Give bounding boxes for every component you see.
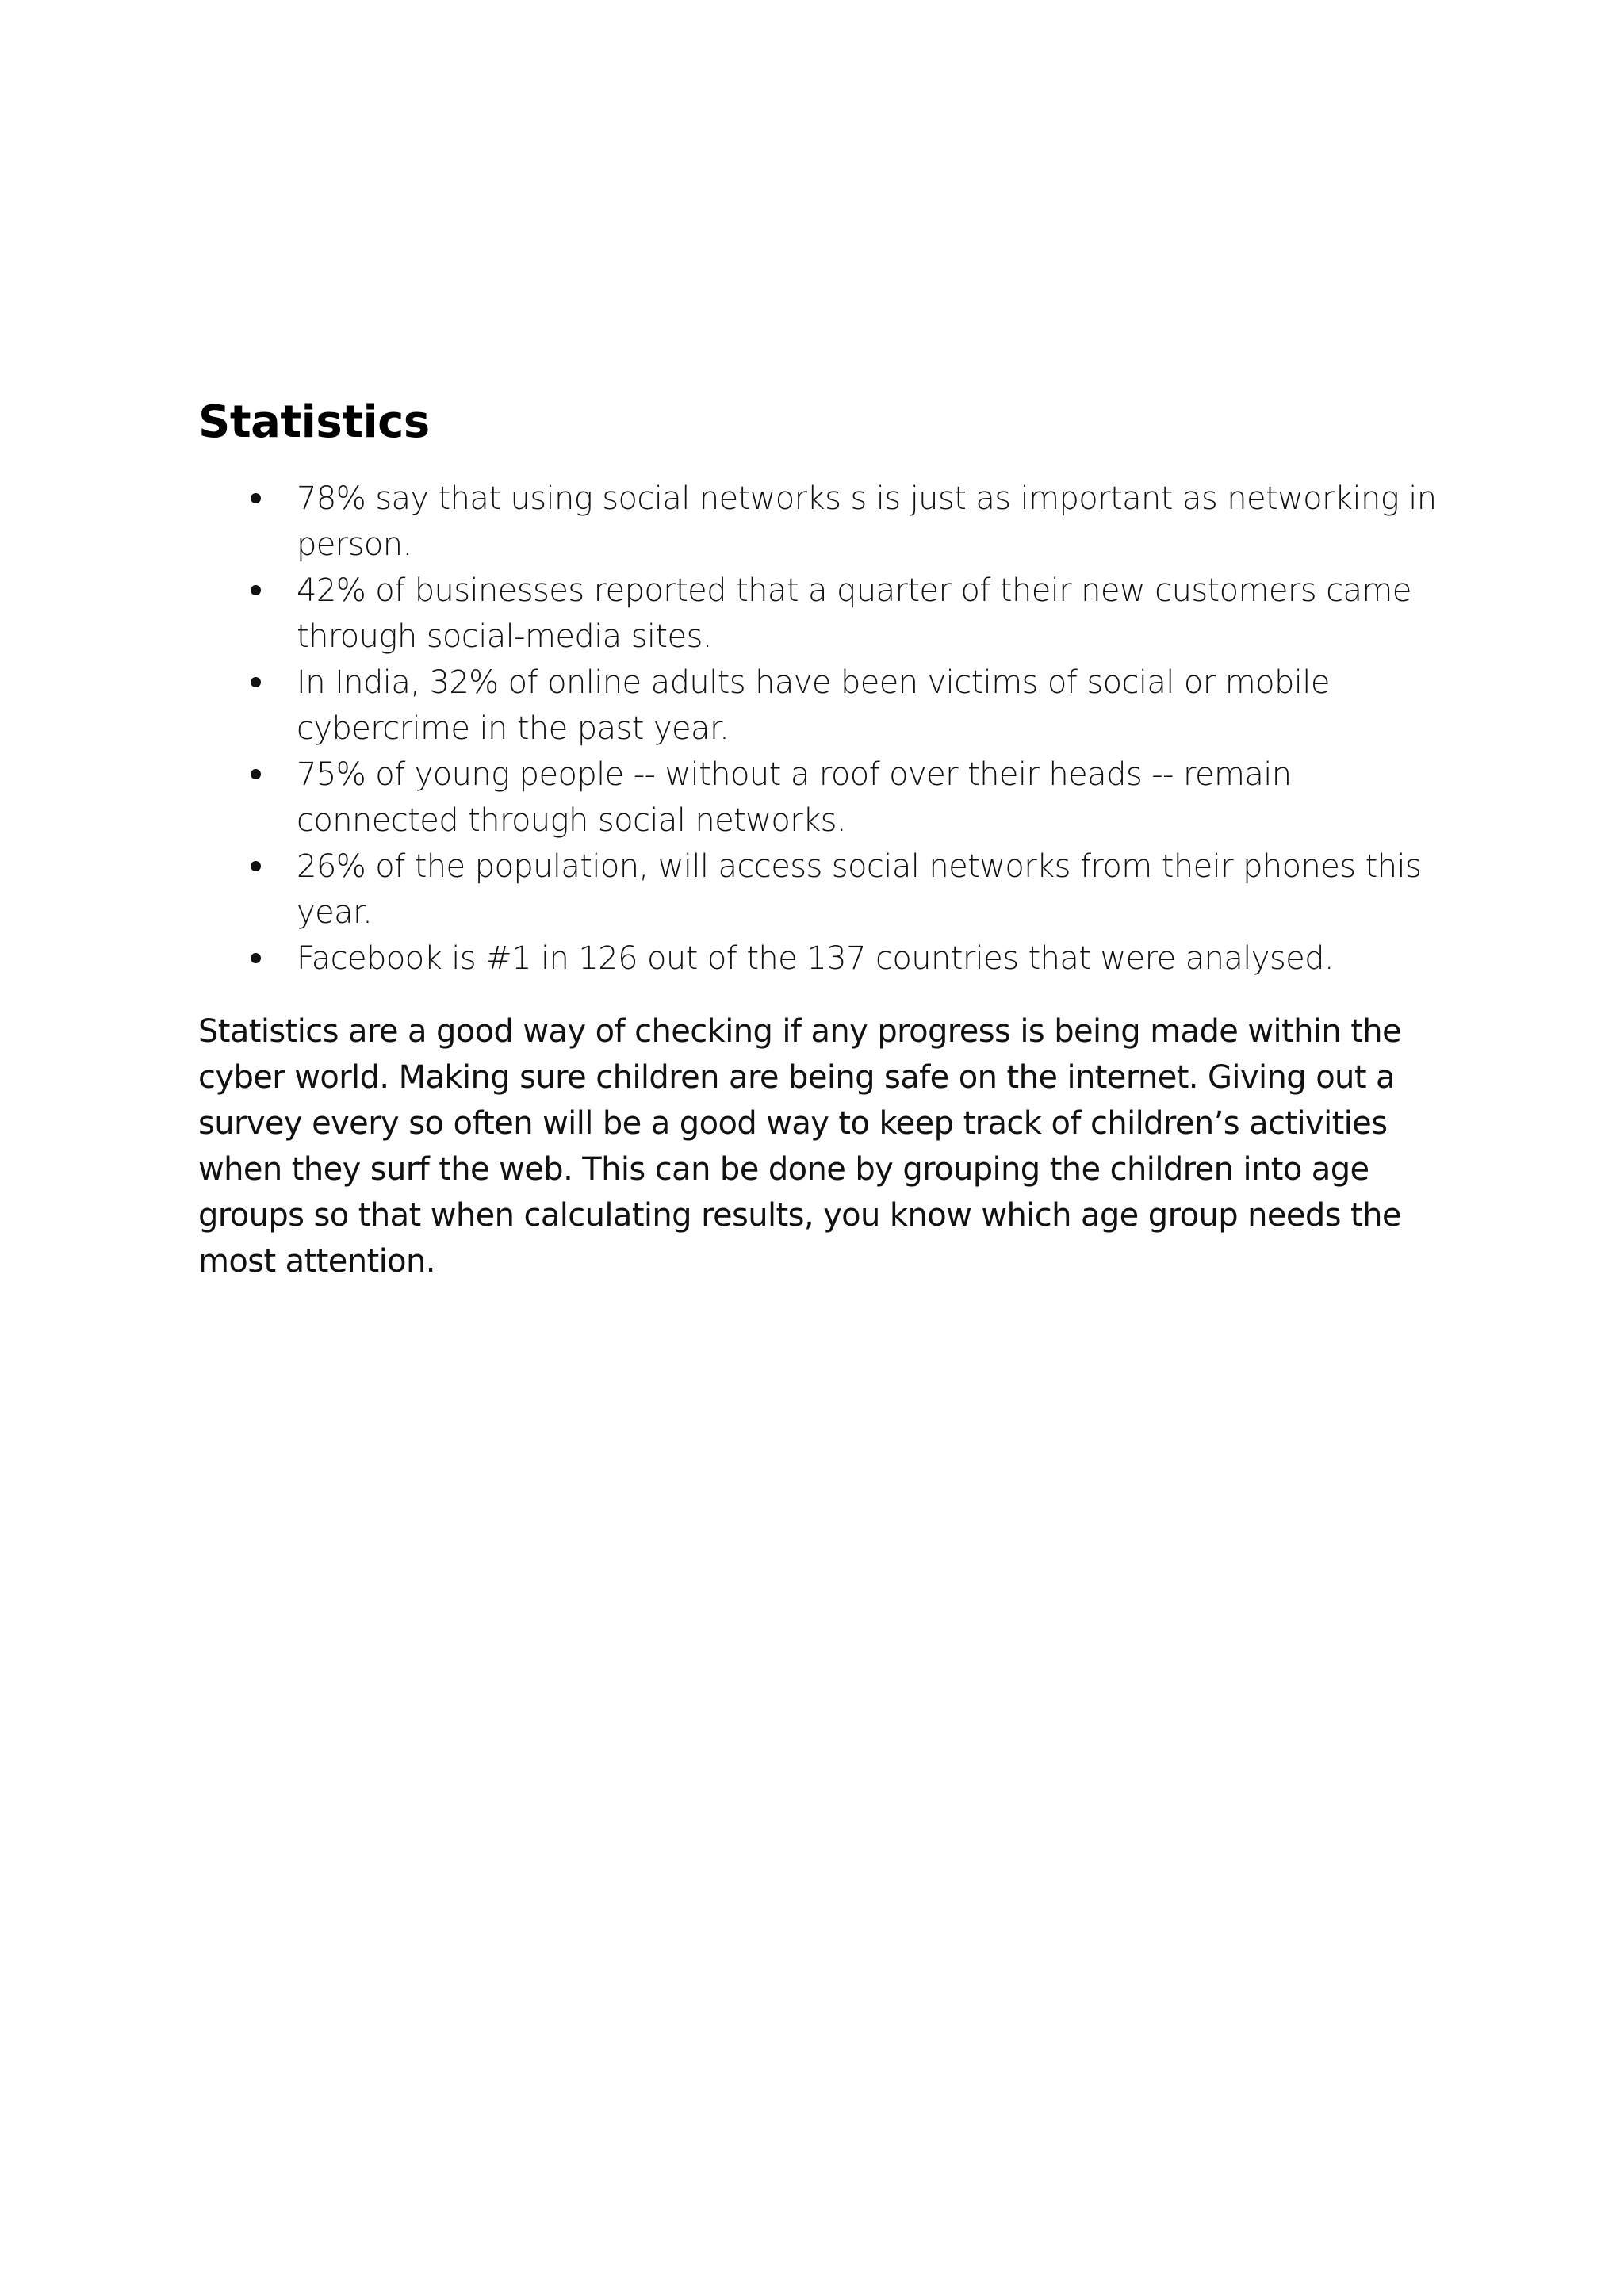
list-item xyxy=(198,936,1451,982)
body-paragraph: Statistics are a good way of checking if any progress is being made within the cyber world. Making sure children are being safe on the internet. Giving out a survey every so often will be a good way to keep track of children’s activities when they surf the web. This can be done by grouping the children into age groups so that when calculating results, you know which age group needs the most attention. xyxy=(198,1013,1402,1280)
bullet-icon xyxy=(251,585,261,595)
list-item xyxy=(198,844,1451,936)
list-item-text: 42% of businesses reported that a quarter of their new customers came through social-media sites. xyxy=(297,572,1411,655)
bullet-icon xyxy=(251,493,261,503)
list-item xyxy=(198,660,1451,752)
list-item-text: 75% of young people -- without a roof over their heads -- remain connected through social networks. xyxy=(297,756,1292,839)
bullet-icon xyxy=(251,677,261,687)
document-content xyxy=(198,387,1451,1284)
list-item xyxy=(198,752,1451,844)
bullet-icon xyxy=(251,769,261,779)
list-item xyxy=(198,476,1451,568)
bullet-icon xyxy=(251,953,261,963)
list-item xyxy=(198,568,1451,660)
bullet-icon xyxy=(251,861,261,871)
list-item-text: In India, 32% of online adults have been victims of social or mobile cybercrime in the past year. xyxy=(297,664,1330,747)
list-item-text: 26% of the population, will access social networks from their phones this year. xyxy=(297,848,1422,931)
list-item-text: 78% say that using social networks s is just as important as networking in person. xyxy=(297,480,1437,563)
statistics-list xyxy=(198,476,1451,982)
section-heading: Statistics xyxy=(198,396,430,448)
list-item-text: Facebook is #1 in 126 out of the 137 countries that were analysed. xyxy=(297,940,1335,977)
